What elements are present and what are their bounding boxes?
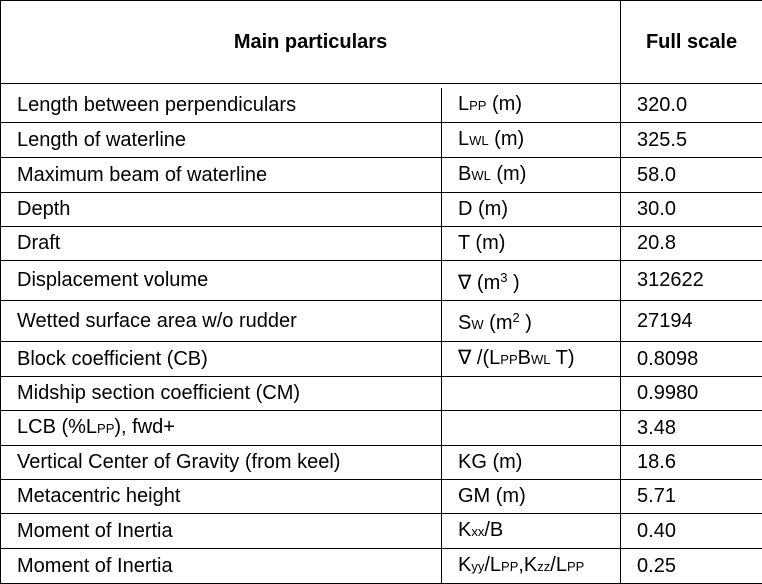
symbol-text: /L — [550, 554, 567, 576]
subscript-text: WL — [531, 352, 551, 367]
full-scale-value-cell: 58.0 — [621, 158, 762, 193]
parameter-name-cell: Maximum beam of waterline — [1, 158, 442, 193]
table-row — [1, 342, 762, 377]
symbol-text: ) — [520, 312, 532, 334]
symbol-text: ∇ (m — [458, 272, 500, 294]
full-scale-value-cell: 5.71 — [621, 480, 762, 514]
symbol-text: B — [458, 163, 471, 185]
symbol-unit-cell — [442, 123, 621, 158]
symbol-unit-cell — [442, 158, 621, 193]
parameter-name-cell: Moment of Inertia — [1, 549, 442, 584]
symbol-unit-cell — [442, 480, 621, 514]
subscript-text: yy — [471, 559, 484, 574]
symbol-text: T (m) — [458, 232, 505, 254]
symbol-text: LCB (%L — [17, 416, 97, 438]
symbol-unit-cell — [442, 193, 621, 227]
symbol-text: K — [458, 554, 471, 576]
full-scale-value-cell: 30.0 — [621, 193, 762, 227]
table-row — [1, 227, 762, 261]
parameter-name-cell: Depth — [1, 193, 442, 227]
superscript-text: 3 — [500, 270, 507, 285]
table-row — [1, 301, 762, 342]
subscript-text: WL — [471, 168, 491, 183]
symbol-unit-cell — [442, 377, 621, 411]
parameter-name-cell: Midship section coefficient (CM) — [1, 377, 442, 411]
table-row — [1, 261, 762, 301]
parameter-name-cell: Length between perpendiculars — [1, 88, 442, 123]
subscript-text: WL — [469, 133, 489, 148]
table-row — [1, 123, 762, 158]
subscript-text: W — [471, 317, 483, 332]
subscript-text: PP — [97, 421, 114, 436]
table-row — [1, 411, 762, 446]
full-scale-value-cell: 325.5 — [621, 123, 762, 158]
table-row — [1, 88, 762, 123]
symbol-text: S — [458, 312, 471, 334]
parameter-name-cell: Vertical Center of Gravity (from keel) — [1, 446, 442, 480]
symbol-text: ∇ /(L — [458, 347, 500, 369]
subscript-text: PP — [469, 98, 486, 113]
superscript-text: 2 — [513, 310, 520, 325]
symbol-text: L — [458, 128, 469, 150]
subscript-text: PP — [500, 352, 517, 367]
subscript-text: PP — [501, 559, 518, 574]
symbol-text: K — [458, 519, 471, 541]
symbol-text: D (m) — [458, 198, 508, 220]
symbol-text: (m) — [491, 163, 527, 185]
symbol-text: KG (m) — [458, 451, 522, 473]
full-scale-value-cell: 0.9980 — [621, 377, 762, 411]
symbol-text: T) — [550, 347, 574, 369]
symbol-text: /B — [484, 519, 503, 541]
full-scale-value-cell: 20.8 — [621, 227, 762, 261]
full-scale-value-cell: 3.48 — [621, 411, 762, 446]
symbol-unit-cell — [442, 514, 621, 549]
parameter-name-cell: Wetted surface area w/o rudder — [1, 301, 442, 342]
symbol-unit-cell — [442, 411, 621, 446]
full-scale-value-cell: 0.25 — [621, 549, 762, 584]
table-row — [1, 514, 762, 549]
header-main-particulars: Main particulars — [1, 1, 621, 84]
parameter-name-cell: Displacement volume — [1, 261, 442, 301]
table-body — [1, 88, 762, 584]
table-row — [1, 158, 762, 193]
subscript-text: zz — [537, 559, 550, 574]
symbol-unit-cell — [442, 446, 621, 480]
parameter-name-cell: Draft — [1, 227, 442, 261]
symbol-unit-cell — [442, 227, 621, 261]
parameter-name-cell: Metacentric height — [1, 480, 442, 514]
full-scale-value-cell: 320.0 — [621, 88, 762, 123]
symbol-text: B — [518, 347, 531, 369]
symbol-text: ,K — [518, 554, 537, 576]
symbol-text: ) — [508, 272, 520, 294]
full-scale-value-cell: 312622 — [621, 261, 762, 301]
symbol-unit-cell — [442, 261, 621, 301]
full-scale-value-cell: 18.6 — [621, 446, 762, 480]
table-row — [1, 480, 762, 514]
parameter-name-cell: Moment of Inertia — [1, 514, 442, 549]
full-scale-value-cell: 0.8098 — [621, 342, 762, 377]
symbol-unit-cell — [442, 301, 621, 342]
parameter-name-cell — [1, 411, 442, 446]
table-row — [1, 549, 762, 584]
subscript-text: PP — [567, 559, 584, 574]
full-scale-value-cell: 27194 — [621, 301, 762, 342]
symbol-text: L — [458, 93, 469, 115]
parameter-name-cell: Length of waterline — [1, 123, 442, 158]
header-row — [1, 1, 762, 84]
header-full-scale: Full scale — [621, 1, 762, 84]
subscript-text: xx — [471, 524, 484, 539]
symbol-text: GM (m) — [458, 485, 526, 507]
symbol-unit-cell — [442, 88, 621, 123]
table-row — [1, 377, 762, 411]
full-scale-value-cell: 0.40 — [621, 514, 762, 549]
symbol-text: ), fwd+ — [114, 416, 175, 438]
symbol-text: (m) — [486, 93, 522, 115]
symbol-unit-cell — [442, 342, 621, 377]
parameter-name-cell: Block coefficient (CB) — [1, 342, 442, 377]
symbol-text: /L — [484, 554, 501, 576]
symbol-text: (m — [484, 312, 513, 334]
table-row — [1, 446, 762, 480]
symbol-text: (m) — [489, 128, 525, 150]
table-row — [1, 193, 762, 227]
symbol-unit-cell — [442, 549, 621, 584]
